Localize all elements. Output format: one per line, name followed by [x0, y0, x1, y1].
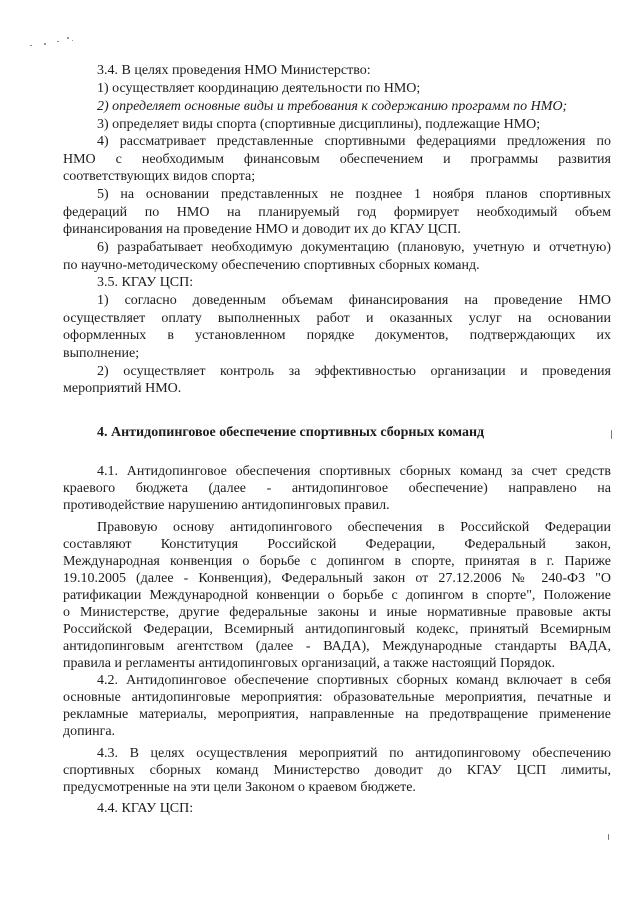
paragraph-line: составляют Конституция Российской Федерации, Федеральный закон,	[63, 537, 611, 552]
paragraph-line: основные антидопинговые мероприятия: образовательные мероприятия, печатные и	[63, 690, 611, 705]
paragraph-line: о Министерстве, другие федеральные законы и иные нормативные правовые акты	[63, 605, 611, 620]
scan-speck	[67, 37, 69, 39]
paragraph-line: предусмотренные на эти цели Законом о краевом бюджете.	[63, 780, 416, 795]
paragraph-line: Российской Федерации, Всемирный антидопинговый кодекс, принятый Всемирным	[63, 622, 611, 637]
list-item-line: 6) разрабатывает необходимую документацию (плановую, учетную и отчетную)	[97, 240, 611, 255]
paragraph-line: 4.2. Антидопинговое обеспечение спортивных сборных команд включает в себя	[97, 673, 611, 688]
paragraph-line: 4.1. Антидопинговое обеспечения спортивных сборных команд за счет средств	[97, 464, 611, 479]
scan-speck	[608, 834, 609, 840]
section-4-4-intro: 4.4. КГАУ ЦСП:	[97, 801, 194, 816]
section-3-5-intro: 3.5. КГАУ ЦСП:	[97, 275, 194, 290]
scan-speck	[72, 40, 73, 41]
list-item-line: финансирования на проведение НМО и доводит их до КГАУ ЦСП.	[63, 222, 461, 237]
list-item: 1) осуществляет координацию деятельности по НМО;	[97, 81, 421, 96]
list-item: 3) определяет виды спорта (спортивные дисциплины), подлежащие НМО;	[97, 117, 541, 132]
list-item-line: федераций по НМО на планируемый год формирует необходимый объем	[63, 205, 611, 220]
paragraph-line: правила и регламенты антидопинговых организаций, а также настоящий Порядок.	[63, 656, 556, 671]
paragraph-line: антидопинговым агентством (далее - ВАДА), Международные стандарты ВАДА,	[63, 639, 611, 654]
list-item-line: по научно-методическому обеспечению спортивных сборных команд.	[63, 258, 480, 273]
paragraph-line: противодействие нарушению антидопинговых правил.	[63, 498, 390, 513]
list-item-line: мероприятий НМО.	[63, 381, 182, 396]
list-item-line: 1) согласно доведенным объемам финансирования на проведение НМО	[97, 293, 611, 308]
list-item-line: соответствующих видов спорта;	[63, 169, 256, 184]
paragraph-line: 19.10.2005 (далее - Конвенция), Федеральный закон от 27.12.2006 № 240-ФЗ "О	[63, 571, 611, 586]
list-item-line: осуществляет оплату выполненных работ и оказанных услуг на основании	[63, 311, 611, 326]
scan-speck	[30, 45, 32, 46]
list-item-line: 5) на основании представленных не позднее 1 ноября планов спортивных	[97, 187, 611, 202]
paragraph-line: спортивных сборных команд Министерство доводит до КГАУ ЦСП лимиты,	[63, 763, 611, 778]
list-item-line: оформленных в установленном порядке документов, подтверждающих их	[63, 328, 611, 343]
list-item-line: НМО с необходимым финансовым обеспечением и программы развития	[63, 152, 611, 167]
paragraph-line: ратификации Международной конвенции о борьбе с допингом в спорте", Положение	[63, 588, 611, 603]
paragraph-line: 4.3. В целях осуществления мероприятий по антидопинговому обеспечению	[97, 746, 611, 761]
paragraph-line: краевого бюджета (далее - антидопинговое обеспечение) направлено на	[63, 481, 611, 496]
paragraph-line: Правовую основу антидопингового обеспечения в Российской Федерации	[97, 520, 611, 535]
scan-speck	[44, 43, 46, 45]
list-item: 2) определяет основные виды и требования к содержанию программ по НМО;	[97, 99, 568, 114]
list-item-line: 2) осуществляет контроль за эффективностью организации и проведения	[97, 364, 611, 379]
section-3-4-intro: 3.4. В целях проведения НМО Министерство:	[97, 63, 371, 78]
list-item-line: 4) рассматривает представленные спортивными федерациями предложения по	[97, 134, 611, 149]
section-4-heading: 4. Антидопинговое обеспечение спортивных сборных команд	[97, 425, 485, 440]
paragraph-line: рекламные материалы, мероприятия, направленные на предотвращение применение	[63, 707, 611, 722]
paragraph-line: допинга.	[63, 724, 116, 739]
scan-speck	[57, 41, 59, 42]
paragraph-line: Международная конвенция о борьбе с допингом в спорте, принятая в г. Париже	[63, 554, 611, 569]
list-item-line: выполнение;	[63, 346, 140, 361]
